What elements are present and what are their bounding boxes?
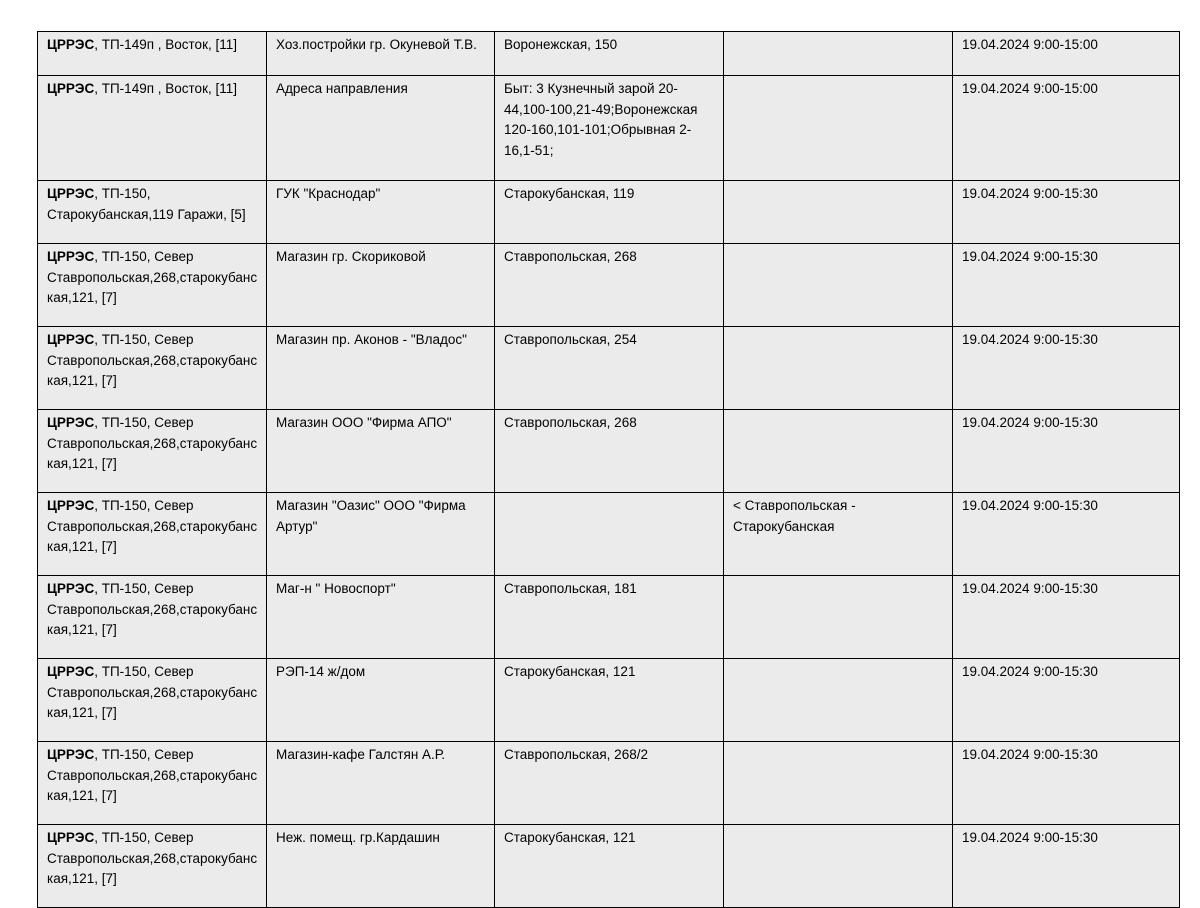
- line-cell: [38, 76, 267, 181]
- address-cell: Быт: 3 Кузнечный зарой 20-44,100-100,21-49;Воронежская 120-160,101-101;Обрывная 2-16,1-51;: [495, 76, 724, 181]
- line-cell: [38, 244, 267, 327]
- note-cell: [724, 742, 953, 825]
- line-text: , ТП-150, Север Ставропольская,268,старокубанская,121, [7]: [47, 747, 258, 803]
- time-cell: 19.04.2024 9:00-15:30: [953, 327, 1180, 410]
- note-cell: < Ставропольская - Старокубанская: [724, 493, 953, 576]
- note-cell: [724, 576, 953, 659]
- line-text: , ТП-150, Север Ставропольская,268,старокубанская,121, [7]: [47, 415, 258, 471]
- consumer-cell: Хоз.постройки гр. Окуневой Т.В.: [267, 32, 495, 76]
- res-name: ЦРРЭС: [47, 581, 95, 596]
- res-name: ЦРРЭС: [47, 186, 95, 201]
- time-cell: 19.04.2024 9:00-15:30: [953, 659, 1180, 742]
- res-name: ЦРРЭС: [47, 81, 95, 96]
- time-cell: 19.04.2024 9:00-15:30: [953, 493, 1180, 576]
- table-row: [38, 76, 1180, 181]
- note-cell: [724, 825, 953, 908]
- line-text: , ТП-150, Север Ставропольская,268,старокубанская,121, [7]: [47, 830, 258, 886]
- time-cell: 19.04.2024 9:00-15:30: [953, 244, 1180, 327]
- outage-table: [37, 31, 1180, 908]
- consumer-cell: Маг-н " Новоспорт": [267, 576, 495, 659]
- consumer-cell: Магазин-кафе Галстян А.Р.: [267, 742, 495, 825]
- table-row: [38, 410, 1180, 493]
- address-cell: Старокубанская, 119: [495, 181, 724, 244]
- time-cell: 19.04.2024 9:00-15:30: [953, 742, 1180, 825]
- table-row: [38, 742, 1180, 825]
- consumer-cell: ГУК "Краснодар": [267, 181, 495, 244]
- table-row: [38, 244, 1180, 327]
- address-cell: Ставропольская, 268: [495, 410, 724, 493]
- consumer-cell: Магазин пр. Аконов - "Владос": [267, 327, 495, 410]
- table-row: [38, 32, 1180, 76]
- time-cell: 19.04.2024 9:00-15:30: [953, 576, 1180, 659]
- address-cell: [495, 493, 724, 576]
- consumer-cell: Магазин "Оазис" ООО "Фирма Артур": [267, 493, 495, 576]
- address-cell: Старокубанская, 121: [495, 825, 724, 908]
- address-cell: Ставропольская, 254: [495, 327, 724, 410]
- consumer-cell: РЭП-14 ж/дом: [267, 659, 495, 742]
- note-cell: [724, 659, 953, 742]
- table-row: [38, 327, 1180, 410]
- time-cell: 19.04.2024 9:00-15:00: [953, 32, 1180, 76]
- time-cell: 19.04.2024 9:00-15:00: [953, 76, 1180, 181]
- consumer-cell: Магазин гр. Скориковой: [267, 244, 495, 327]
- note-cell: [724, 244, 953, 327]
- line-cell: [38, 32, 267, 76]
- address-cell: Ставропольская, 181: [495, 576, 724, 659]
- res-name: ЦРРЭС: [47, 249, 95, 264]
- res-name: ЦРРЭС: [47, 37, 95, 52]
- time-cell: 19.04.2024 9:00-15:30: [953, 825, 1180, 908]
- line-cell: [38, 410, 267, 493]
- res-name: ЦРРЭС: [47, 332, 95, 347]
- line-text: , ТП-150, Север Ставропольская,268,старокубанская,121, [7]: [47, 332, 258, 388]
- line-text: , ТП-150, Север Ставропольская,268,старокубанская,121, [7]: [47, 581, 258, 637]
- line-cell: [38, 659, 267, 742]
- res-name: ЦРРЭС: [47, 664, 95, 679]
- address-cell: Воронежская, 150: [495, 32, 724, 76]
- address-cell: Старокубанская, 121: [495, 659, 724, 742]
- address-cell: Ставропольская, 268: [495, 244, 724, 327]
- res-name: ЦРРЭС: [47, 498, 95, 513]
- table-row: [38, 181, 1180, 244]
- table-row: [38, 493, 1180, 576]
- line-text: , ТП-150, Север Ставропольская,268,старокубанская,121, [7]: [47, 664, 258, 720]
- line-cell: [38, 493, 267, 576]
- note-cell: [724, 327, 953, 410]
- line-text: , ТП-150, Север Ставропольская,268,старокубанская,121, [7]: [47, 498, 258, 554]
- time-cell: 19.04.2024 9:00-15:30: [953, 181, 1180, 244]
- table-row: [38, 576, 1180, 659]
- consumer-cell: Неж. помещ. гр.Кардашин: [267, 825, 495, 908]
- line-cell: [38, 181, 267, 244]
- line-text: , ТП-149п , Восток, [11]: [94, 81, 237, 96]
- note-cell: [724, 410, 953, 493]
- consumer-cell: Адреса направления: [267, 76, 495, 181]
- note-cell: [724, 76, 953, 181]
- time-cell: 19.04.2024 9:00-15:30: [953, 410, 1180, 493]
- res-name: ЦРРЭС: [47, 415, 95, 430]
- consumer-cell: Магазин ООО "Фирма АПО": [267, 410, 495, 493]
- line-text: , ТП-149п , Восток, [11]: [94, 37, 237, 52]
- line-cell: [38, 825, 267, 908]
- table-row: [38, 659, 1180, 742]
- note-cell: [724, 32, 953, 76]
- table-row: [38, 825, 1180, 908]
- line-text: , ТП-150, Север Ставропольская,268,старокубанская,121, [7]: [47, 249, 258, 305]
- address-cell: Ставропольская, 268/2: [495, 742, 724, 825]
- note-cell: [724, 181, 953, 244]
- line-cell: [38, 576, 267, 659]
- res-name: ЦРРЭС: [47, 747, 95, 762]
- line-cell: [38, 742, 267, 825]
- document-sheet: [37, 31, 1179, 908]
- line-cell: [38, 327, 267, 410]
- res-name: ЦРРЭС: [47, 830, 95, 845]
- line-text: , ТП-150, Старокубанская,119 Гаражи, [5]: [47, 186, 246, 222]
